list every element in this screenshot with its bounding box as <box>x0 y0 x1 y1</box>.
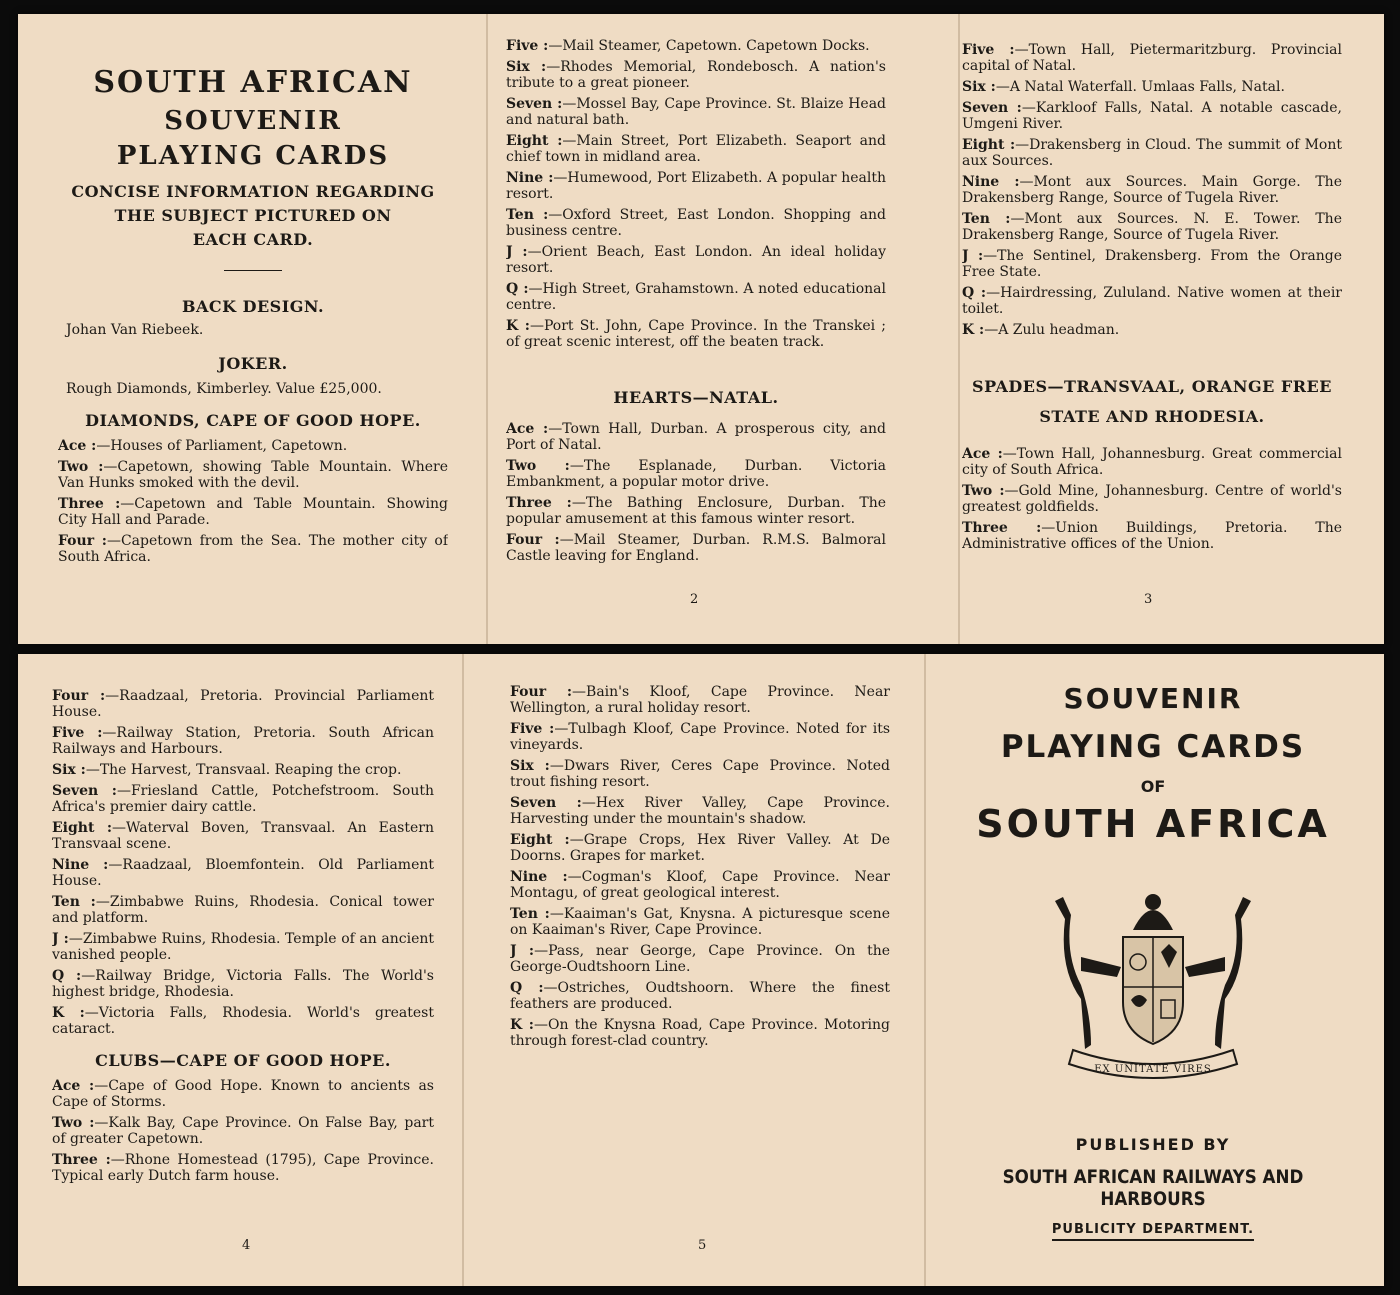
card-description: —Orient Beach, East London. An ideal holiday resort. <box>506 244 886 276</box>
card-key: Two : <box>52 1115 95 1131</box>
card-entry <box>52 725 434 757</box>
bottom-sheet <box>18 654 1384 1286</box>
card-description: —A Zulu headman. <box>984 322 1120 338</box>
subtitle-line: THE SUBJECT PICTURED ON <box>114 206 392 226</box>
card-description: —Waterval Boven, Transvaal. An Eastern Transvaal scene. <box>52 820 434 852</box>
card-entry <box>58 459 448 491</box>
card-key: Six : <box>510 758 550 774</box>
page-2 <box>506 14 886 644</box>
page-1-title <box>58 66 448 172</box>
spades-list <box>962 446 1342 552</box>
card-key: Eight : <box>506 133 563 149</box>
card-description: —Cape of Good Hope. Known to ancients as Cape of Storms. <box>52 1078 434 1110</box>
card-description: —Mont aux Sources. Main Gorge. The Drakensberg Range, Source of Tugela River. <box>962 174 1342 206</box>
cover-title-3: OF <box>1140 777 1166 796</box>
fold-line <box>924 654 926 1286</box>
card-description: —Cogman's Kloof, Cape Province. Near Montagu, of great geological interest. <box>510 869 890 901</box>
fold-line <box>958 14 960 644</box>
card-key: J : <box>506 244 528 260</box>
card-description: —Capetown, showing Table Mountain. Where Van Hunks smoked with the devil. <box>58 459 448 492</box>
page-1-subtitle <box>58 180 448 252</box>
spades-heading-line: STATE AND RHODESIA. <box>1039 407 1265 426</box>
card-entry <box>58 438 448 454</box>
hearts-heading: HEARTS—NATAL. <box>613 388 779 407</box>
card-description: —Ostriches, Oudtshoorn. Where the finest feathers are produced. <box>510 980 890 1012</box>
card-description: —Hairdressing, Zululand. Native women at their toilet. <box>962 285 1342 317</box>
page-5-entries <box>510 684 890 1049</box>
card-entry <box>510 795 890 827</box>
card-description: —Bain's Kloof, Cape Province. Near Wellington, a rural holiday resort. <box>510 684 890 716</box>
published-by: PUBLISHED BY <box>1075 1135 1231 1154</box>
card-entry <box>510 832 890 864</box>
card-description: —Zimbabwe Ruins, Rhodesia. Conical tower and platform. <box>52 894 434 926</box>
card-entry <box>506 96 886 128</box>
cover-title-4: SOUTH AFRICA <box>976 802 1330 846</box>
card-key: K : <box>962 322 985 338</box>
card-entry <box>52 1078 434 1110</box>
card-description: —The Esplanade, Durban. Victoria Embankment, a popular motor drive. <box>506 458 886 490</box>
card-key: J : <box>962 248 984 264</box>
title-line: PLAYING CARDS <box>116 141 390 172</box>
joker-text: Rough Diamonds, Kimberley. Value £25,000. <box>66 381 382 398</box>
card-description: —Mail Steamer, Capetown. Capetown Docks. <box>548 38 870 54</box>
card-entry <box>52 820 434 852</box>
back-design-text: Johan Van Riebeek. <box>66 322 204 339</box>
card-entry <box>52 931 434 963</box>
card-description: —A Natal Waterfall. Umlaas Falls, Natal. <box>995 79 1285 95</box>
card-key: Four : <box>506 532 560 548</box>
cover-title-1: SOUVENIR <box>1063 682 1243 715</box>
card-key: Ace : <box>58 438 97 455</box>
card-entry <box>962 42 1342 74</box>
card-description: —The Harvest, Transvaal. Reaping the crop. <box>85 762 402 778</box>
card-key: Seven : <box>52 783 117 799</box>
card-entry <box>962 446 1342 478</box>
card-key: Six : <box>962 79 996 95</box>
card-description: —Tulbagh Kloof, Cape Province. Noted for its vineyards. <box>510 721 890 753</box>
card-description: —The Sentinel, Drakensberg. From the Orange Free State. <box>962 248 1342 280</box>
card-entry <box>52 1115 434 1147</box>
card-description: —Rhodes Memorial, Rondebosch. A nation's tribute to a great pioneer. <box>506 59 886 91</box>
card-entry <box>510 1017 890 1049</box>
card-entry <box>506 532 886 564</box>
card-description: —Main Street, Port Elizabeth. Seaport and chief town in midland area. <box>506 133 886 165</box>
card-entry <box>52 1152 434 1184</box>
card-key: Ten : <box>962 211 1011 227</box>
card-entry <box>962 483 1342 515</box>
card-key: Six : <box>52 762 86 778</box>
card-key: Seven : <box>962 100 1022 116</box>
card-entry <box>962 285 1342 317</box>
title-line: SOUVENIR <box>164 105 342 136</box>
card-description: —On the Knysna Road, Cape Province. Motoring through forest-clad country. <box>510 1017 890 1049</box>
card-entry <box>510 980 890 1012</box>
card-description: —Town Hall, Durban. A prosperous city, and Port of Natal. <box>506 421 886 453</box>
fold-line <box>462 654 464 1286</box>
card-key: K : <box>506 318 530 334</box>
card-key: Five : <box>52 725 103 741</box>
card-description: —Rhone Homestead (1795), Cape Province. Typical early Dutch farm house. <box>52 1152 434 1184</box>
card-description: —High Street, Grahamstown. A noted educational centre. <box>506 281 886 313</box>
top-sheet <box>18 14 1384 644</box>
card-description: —Hex River Valley, Cape Province. Harvesting under the mountain's shadow. <box>510 795 890 827</box>
card-entry <box>506 38 886 54</box>
publisher-name: SOUTH AFRICAN RAILWAYS AND HARBOURS <box>1002 1166 1304 1210</box>
title-line: SOUTH AFRICAN <box>93 65 413 100</box>
card-description: —Zimbabwe Ruins, Rhodesia. Temple of an ancient vanished people. <box>52 931 434 963</box>
motto-text: EX UNITATE VIRES <box>1094 1064 1212 1075</box>
card-key: Seven : <box>510 795 582 811</box>
card-entry <box>52 968 434 1000</box>
card-key: Nine : <box>510 869 568 885</box>
card-entry <box>962 174 1342 206</box>
card-entry <box>52 857 434 889</box>
spades-heading <box>962 372 1342 432</box>
page-4-entries <box>52 688 434 1037</box>
card-description: —Capetown from the Sea. The mother city of South Africa. <box>58 533 448 566</box>
fold-line <box>486 14 488 644</box>
card-description: —Raadzaal, Bloemfontein. Old Parliament House. <box>52 857 434 889</box>
card-entry <box>506 244 886 276</box>
card-key: Q : <box>506 281 529 297</box>
page-number: 4 <box>242 1238 251 1253</box>
cover-page <box>948 654 1358 1286</box>
card-description: —Humewood, Port Elizabeth. A popular health resort. <box>506 170 886 202</box>
page-1 <box>58 14 448 644</box>
card-entry <box>510 943 890 975</box>
card-entry <box>510 906 890 938</box>
card-key: K : <box>510 1017 534 1033</box>
card-description: —Houses of Parliament, Capetown. <box>96 438 348 455</box>
card-key: Ace : <box>506 421 549 437</box>
card-key: J : <box>52 931 69 947</box>
page-4 <box>52 654 434 1286</box>
card-entry <box>506 133 886 165</box>
card-description: —Mail Steamer, Durban. R.M.S. Balmoral Castle leaving for England. <box>506 532 886 564</box>
card-entry <box>962 211 1342 243</box>
card-description: —Capetown and Table Mountain. Showing City Hall and Parade. <box>58 496 448 529</box>
card-description: —Victoria Falls, Rhodesia. World's greatest cataract. <box>52 1005 434 1037</box>
card-description: —Kaaiman's Gat, Knysna. A picturesque scene on Kaaiman's River, Cape Province. <box>510 906 890 938</box>
card-description: —Railway Station, Pretoria. South African Railways and Harbours. <box>52 725 434 757</box>
card-description: —Port St. John, Cape Province. In the Transkei ; of great scenic interest, off the beaten track. <box>506 318 886 350</box>
card-entry <box>52 1005 434 1037</box>
card-key: Three : <box>58 496 121 513</box>
coat-of-arms-emblem <box>1033 882 1273 1082</box>
joker-heading: JOKER. <box>218 354 288 374</box>
subtitle-line: EACH CARD. <box>192 230 314 250</box>
divider <box>224 270 282 271</box>
card-entry <box>962 79 1342 95</box>
card-entry <box>510 721 890 753</box>
card-entry <box>962 322 1342 338</box>
card-description: —Grape Crops, Hex River Valley. At De Doorns. Grapes for market. <box>510 832 890 864</box>
page-number: 3 <box>1144 592 1153 607</box>
card-entry <box>962 100 1342 132</box>
page-3 <box>962 14 1342 644</box>
card-key: Eight : <box>510 832 570 848</box>
clubs-heading: CLUBS—CAPE OF GOOD HOPE. <box>95 1051 391 1070</box>
card-key: Seven : <box>506 96 563 112</box>
card-description: —Dwars River, Ceres Cape Province. Noted trout fishing resort. <box>510 758 890 790</box>
card-entry <box>58 533 448 565</box>
publicity-department: PUBLICITY DEPARTMENT. <box>1052 1222 1254 1241</box>
card-description: —Mossel Bay, Cape Province. St. Blaize Head and natural bath. <box>506 96 886 128</box>
page-2-entries <box>506 38 886 350</box>
card-entry <box>506 318 886 350</box>
card-key: Five : <box>962 42 1015 58</box>
card-key: Three : <box>962 520 1042 536</box>
card-entry <box>52 762 434 778</box>
card-description: —Railway Bridge, Victoria Falls. The World's highest bridge, Rhodesia. <box>52 968 434 1000</box>
card-description: —Drakensberg in Cloud. The summit of Mont aux Sources. <box>962 137 1342 169</box>
card-entry <box>506 458 886 490</box>
card-key: Eight : <box>962 137 1016 153</box>
card-key: Four : <box>52 688 106 704</box>
page-number: 2 <box>690 592 699 607</box>
card-key: Five : <box>506 38 549 54</box>
card-key: Two : <box>58 459 104 476</box>
card-key: Ace : <box>52 1078 95 1094</box>
card-entry <box>510 869 890 901</box>
back-design-heading: BACK DESIGN. <box>181 297 325 317</box>
card-key: K : <box>52 1005 85 1021</box>
page-number: 5 <box>698 1238 707 1253</box>
card-description: —Gold Mine, Johannesburg. Centre of world's greatest goldfields. <box>962 483 1342 515</box>
cover-title-2: PLAYING CARDS <box>1000 729 1306 765</box>
card-description: —Union Buildings, Pretoria. The Administrative offices of the Union. <box>962 520 1342 552</box>
card-description: —Kalk Bay, Cape Province. On False Bay, part of greater Capetown. <box>52 1115 434 1147</box>
card-entry <box>52 688 434 720</box>
card-entry <box>506 59 886 91</box>
clubs-list <box>52 1078 434 1184</box>
card-entry <box>510 758 890 790</box>
card-key: Nine : <box>52 857 109 873</box>
card-key: Q : <box>510 980 544 996</box>
card-entry <box>962 248 1342 280</box>
hearts-list <box>506 421 886 564</box>
card-entry <box>510 684 890 716</box>
page-5 <box>510 654 890 1286</box>
subtitle-line: CONCISE INFORMATION REGARDING <box>71 182 435 202</box>
card-entry <box>962 520 1342 552</box>
card-key: Nine : <box>506 170 554 186</box>
card-key: Q : <box>962 285 987 301</box>
card-key: Ten : <box>506 207 549 223</box>
card-key: Ten : <box>510 906 550 922</box>
card-key: Three : <box>52 1152 111 1168</box>
card-key: Ten : <box>52 894 96 910</box>
card-key: Eight : <box>52 820 113 836</box>
card-description: —Town Hall, Johannesburg. Great commercial city of South Africa. <box>962 446 1342 478</box>
card-description: —Pass, near George, Cape Province. On the George-Oudtshoorn Line. <box>510 943 890 975</box>
card-entry <box>506 281 886 313</box>
diamonds-heading: DIAMONDS, CAPE OF GOOD HOPE. <box>85 411 421 431</box>
card-key: Two : <box>506 458 570 474</box>
card-key: J : <box>510 943 535 959</box>
card-key: Six : <box>506 59 547 75</box>
card-key: Q : <box>52 968 82 984</box>
card-entry <box>506 495 886 527</box>
card-key: Nine : <box>962 174 1020 190</box>
card-key: Three : <box>506 495 572 511</box>
diamonds-list <box>58 438 448 565</box>
card-entry <box>52 783 434 815</box>
card-entry <box>506 170 886 202</box>
card-key: Five : <box>510 721 555 737</box>
card-description: —The Bathing Enclosure, Durban. The popular amusement at this famous winter resort. <box>506 495 886 527</box>
page-3-entries <box>962 42 1342 338</box>
card-description: —Karkloof Falls, Natal. A notable cascade, Umgeni River. <box>962 100 1342 132</box>
card-entry <box>506 421 886 453</box>
card-entry <box>506 207 886 239</box>
card-key: Ace : <box>962 446 1003 462</box>
card-key: Four : <box>58 533 107 550</box>
card-entry <box>58 496 448 528</box>
card-key: Two : <box>962 483 1005 499</box>
card-entry <box>962 137 1342 169</box>
card-entry <box>52 894 434 926</box>
card-description: —Town Hall, Pietermaritzburg. Provincial capital of Natal. <box>962 42 1342 74</box>
card-description: —Friesland Cattle, Potchefstroom. South Africa's premier dairy cattle. <box>52 783 434 815</box>
card-key: Four : <box>510 684 573 700</box>
card-description: —Oxford Street, East London. Shopping and business centre. <box>506 207 886 239</box>
spades-heading-line: SPADES—TRANSVAAL, ORANGE FREE <box>972 377 1332 396</box>
card-description: —Mont aux Sources. N. E. Tower. The Drakensberg Range, Source of Tugela River. <box>962 211 1342 243</box>
card-description: —Raadzaal, Pretoria. Provincial Parliament House. <box>52 688 434 720</box>
